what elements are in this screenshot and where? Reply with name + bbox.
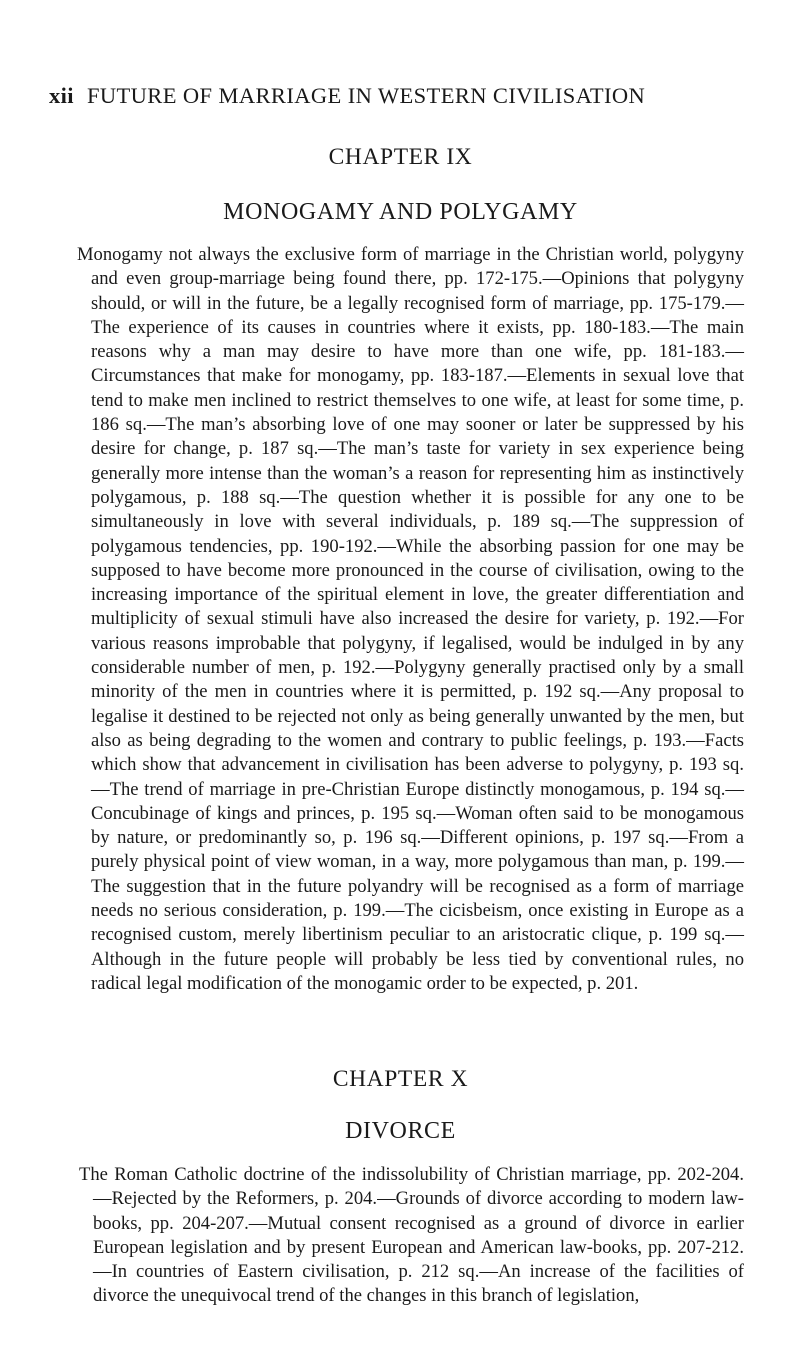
page-number: xii: [49, 83, 74, 108]
chapter-10-number: CHAPTER X: [332, 1066, 469, 1092]
chapter-9-number: CHAPTER IX: [328, 144, 473, 170]
chapter-10-title: DIVORCE: [345, 1118, 456, 1144]
chapter-10-summary: The Roman Catholic doctrine of the indissolubility of Christian marriage, pp. 202-204.—Rejected by the Reformers, p. 204.—Grounds of divorce according to modern law-books, pp. 204-207.—Mutual consent recognised as a ground of divorce in earlier European legislation and by present European and American law-books, pp. 207-212.—In countries of Eastern civilisation, p. 212 sq.—An increase of the facilities of divorce the unequivocal trend of the changes in this branch of legislation,: [79, 1164, 744, 1307]
chapter-9-title: MONOGAMY AND POLYGAMY: [223, 199, 578, 225]
chapter-9-summary: Monogamy not always the exclusive form of marriage in the Christian world, polygyny and even group-marriage being found there, pp. 172-175.—Opinions that polygyny should, or will in the future, be a legally recognised form of marriage, pp. 175-179.—The experience of its causes in countries where it exists, pp. 180-183.—The main reasons why a man may desire to have more than one wife, pp. 181-183.—Circumstances that make for monogamy, pp. 183-187.—Elements in sexual love that tend to make men inclined to restrict themselves to one wife, at least for some time, p. 186 sq.—The man’s absorbing love of one may sooner or later be suppressed by his desire for change, p. 187 sq.—The man’s taste for variety in sex experience being generally more intense than the woman’s a reason for representing him as instinctively polygamous, p. 188 sq.—The question whether it is possible for any one to be simultaneously in love with several individuals, p. 189 sq.—The suppression of polygamous tendencies, pp. 190-192.—While the absorbing passion for one may be supposed to have become more pronounced in the course of civilisation, owing to the increasing importance of the spiritual element in love, the greater differentiation and multiplicity of sexual stimuli have also increased the desire for variety, p. 192.—For various reasons improbable that polygyny, if legalised, would be indulged in by any considerable number of men, p. 192.—Polygyny generally practised only by a small minority of the men in countries where it is permitted, p. 192 sq.—Any proposal to legalise it destined to be rejected not only as being generally unwanted by the men, but also as being degrading to the women and contrary to public feelings, p. 193.—Facts which show that advancement in civilisation has been adverse to polygyny, p. 193 sq.—The trend of marriage in pre-Christian Europe distinctly monogamous, p. 194 sq.—Concubinage of kings and princes, p. 195 sq.—Woman often said to be monogamous by nature, or predominantly so, p. 196 sq.—Different opinions, p. 197 sq.—From a purely physical point of view woman, in a way, more polygamous than man, p. 199.—The suggestion that in the future polyandry will be recognised as a form of marriage needs no serious consideration, p. 199.—The cicisbeism, once existing in Europe as a recognised custom, merely libertinism peculiar to an aristocratic clique, p. 199 sq.—Although in the future people will probably be less tied by conventional rules, no radical legal modification of the monogamic order to be expected, p. 201.: [77, 244, 744, 994]
running-header: [49, 83, 749, 113]
running-title: FUTURE OF MARRIAGE IN WESTERN CIVILISATION: [86, 83, 646, 108]
